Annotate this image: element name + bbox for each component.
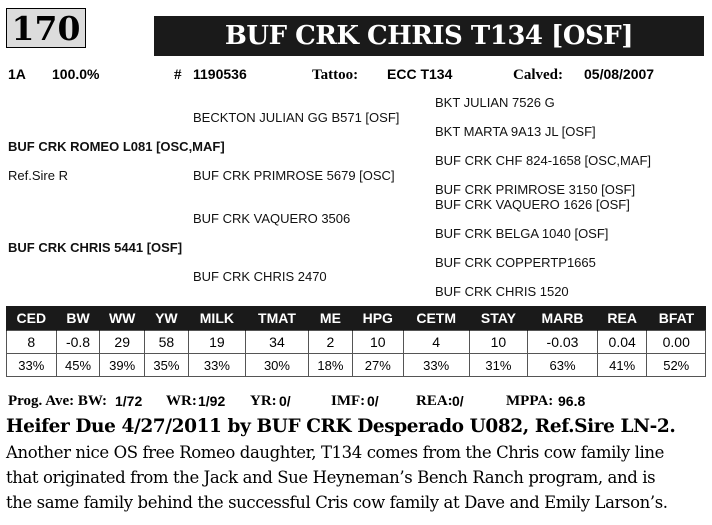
epd-value-me: 2 — [308, 331, 352, 354]
description-line: that originated from the Jack and Sue Heyneman’s Bench Ranch program, and is — [6, 468, 656, 487]
epd-value-tmat: 34 — [245, 331, 308, 354]
pedigree-dam-sire: BUF CRK VAQUERO 3506 — [193, 211, 351, 226]
calved-date: 05/08/2007 — [584, 66, 655, 82]
epd-header-row — [7, 306, 706, 331]
epd-value-rea: 0.04 — [597, 331, 647, 354]
epd-accuracy-row — [7, 354, 706, 377]
prog-yr: 0/ — [279, 393, 291, 409]
epd-value-milk: 19 — [188, 331, 245, 354]
epd-header-hpg: HPG — [352, 306, 403, 331]
pedigree-dss: BUF CRK VAQUERO 1626 [OSF] — [435, 197, 630, 212]
epd-accuracy-tmat: 30% — [245, 354, 308, 377]
epd-header-ww: WW — [100, 306, 145, 331]
pedigree-sdd: BUF CRK PRIMROSE 3150 [OSF] — [435, 182, 636, 197]
percent: 100.0% — [52, 66, 100, 82]
pedigree-sire-dam: BUF CRK PRIMROSE 5679 [OSC] — [193, 168, 395, 183]
epd-accuracy-yw: 35% — [144, 354, 188, 377]
epd-header-me: ME — [308, 306, 352, 331]
prog-mppa-label: MPPA: — [506, 393, 554, 409]
prog-bw: 1/72 — [115, 393, 143, 409]
epd-accuracy-bw: 45% — [56, 354, 100, 377]
epd-header-yw: YW — [144, 306, 188, 331]
epd-accuracy-hpg: 27% — [352, 354, 403, 377]
epd-value-bw: -0.8 — [56, 331, 100, 354]
lot-number: 170 — [6, 8, 86, 48]
epd-header-cetm: CETM — [403, 306, 469, 331]
prog-imf: 0/ — [367, 393, 379, 409]
pedigree-ref-sire: Ref.Sire R — [8, 168, 68, 183]
epd-accuracy-stay: 31% — [469, 354, 527, 377]
epd-value-hpg: 10 — [352, 331, 403, 354]
epd-values-row — [7, 331, 706, 354]
prog-imf-label: IMF: — [331, 393, 366, 409]
epd-header-stay: STAY — [469, 306, 527, 331]
prog-yr-label: YR: — [250, 393, 277, 409]
epd-value-bfat: 0.00 — [647, 331, 706, 354]
description-line: Another nice OS free Romeo daughter, T134 comes from the Chris cow family line — [6, 443, 665, 462]
pedigree-sds: BUF CRK CHF 824-1658 [OSC,MAF] — [435, 153, 651, 168]
epd-value-ced: 8 — [7, 331, 57, 354]
epd-accuracy-me: 18% — [308, 354, 352, 377]
pedigree-ddd: BUF CRK CHRIS 1520 — [435, 284, 569, 299]
description-line: the same family behind the successful Cris cow family at Dave and Emily Larson’s. — [6, 493, 668, 512]
reg-number: 1190536 — [193, 66, 247, 82]
prog-bw-label: Prog. Ave: BW: — [8, 393, 108, 409]
epd-accuracy-rea: 41% — [597, 354, 647, 377]
pedigree-sss: BKT JULIAN 7526 G — [435, 95, 555, 110]
tattoo-label: Tattoo: — [312, 67, 359, 83]
epd-accuracy-ced: 33% — [7, 354, 57, 377]
heifer-due-line: Heifer Due 4/27/2011 by BUF CRK Desperado U082, Ref.Sire LN-2. — [6, 416, 676, 437]
tattoo: ECC T134 — [387, 66, 453, 82]
animal-name: BUF CRK CHRIS T134 [OSF] — [154, 16, 704, 56]
prog-rea: 0/ — [452, 393, 464, 409]
epd-header-bfat: BFAT — [647, 306, 706, 331]
pedigree-sire-sire: BECKTON JULIAN GG B571 [OSF] — [193, 110, 400, 125]
pedigree-dam: BUF CRK CHRIS 5441 [OSF] — [8, 240, 183, 255]
epd-header-marb: MARB — [528, 306, 598, 331]
epd-value-marb: -0.03 — [528, 331, 598, 354]
epd-header-tmat: TMAT — [245, 306, 308, 331]
reg-label: # — [174, 67, 182, 83]
epd-header-rea: REA — [597, 306, 647, 331]
epd-value-cetm: 4 — [403, 331, 469, 354]
epd-accuracy-marb: 63% — [528, 354, 598, 377]
pedigree-ssd: BKT MARTA 9A13 JL [OSF] — [435, 124, 596, 139]
epd-accuracy-bfat: 52% — [647, 354, 706, 377]
epd-accuracy-ww: 39% — [100, 354, 145, 377]
epd-header-bw: BW — [56, 306, 100, 331]
pedigree-dam-dam: BUF CRK CHRIS 2470 — [193, 269, 327, 284]
pedigree-sire: BUF CRK ROMEO L081 [OSC,MAF] — [8, 139, 225, 154]
epd-accuracy-milk: 33% — [188, 354, 245, 377]
prog-wr: 1/92 — [198, 393, 226, 409]
prog-rea-label: REA: — [416, 393, 453, 409]
epd-value-stay: 10 — [469, 331, 527, 354]
epd-value-ww: 29 — [100, 331, 145, 354]
prog-wr-label: WR: — [166, 393, 197, 409]
tag: 1A — [8, 66, 26, 82]
epd-header-milk: MILK — [188, 306, 245, 331]
epd-header-ced: CED — [7, 306, 57, 331]
prog-mppa: 96.8 — [558, 393, 586, 409]
epd-accuracy-cetm: 33% — [403, 354, 469, 377]
pedigree-dsd: BUF CRK BELGA 1040 [OSF] — [435, 226, 609, 241]
calved-label: Calved: — [513, 67, 563, 83]
pedigree-dds: BUF CRK COPPERTP1665 — [435, 255, 596, 270]
epd-table — [6, 306, 706, 377]
epd-value-yw: 58 — [144, 331, 188, 354]
